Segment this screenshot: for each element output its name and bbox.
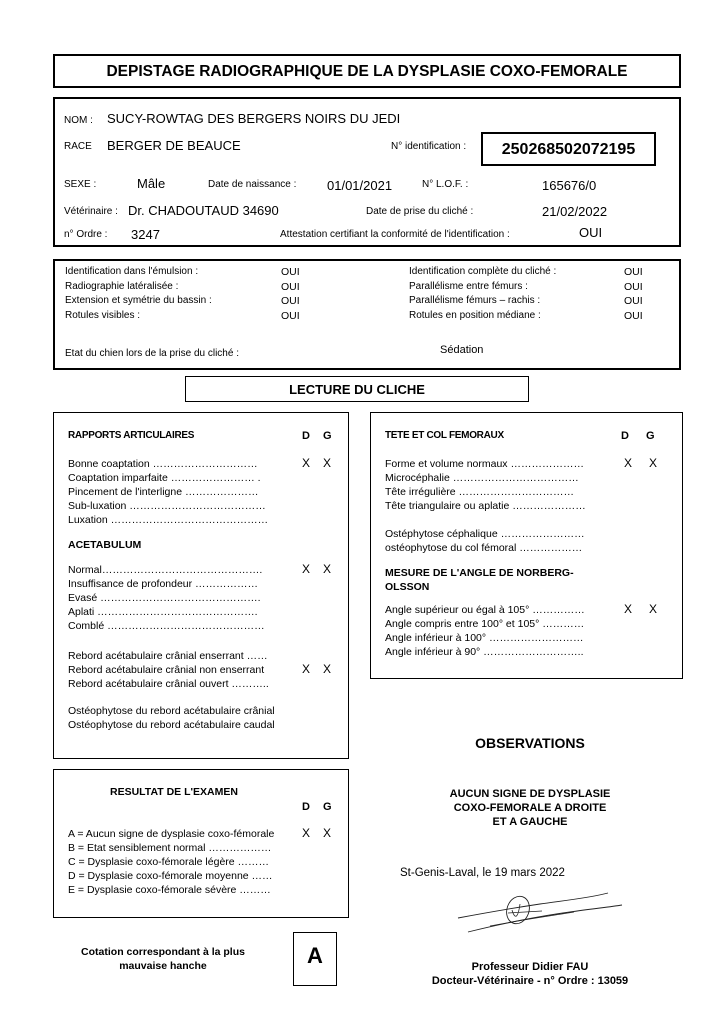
tete-col-g: G	[646, 430, 655, 442]
check-row	[409, 281, 669, 295]
item-label: Rebord acétabulaire crânial ouvert ………..	[68, 678, 269, 690]
rapports-acetabulum-box	[53, 412, 349, 759]
check-label: Parallélisme fémurs – rachis :	[409, 295, 541, 306]
item-label: ostéophytose du col fémoral ………………	[385, 542, 583, 554]
item-label: D = Dysplasie coxo-fémorale moyenne ……	[68, 870, 273, 882]
item-label: Pincement de l'interligne …………………	[68, 486, 259, 498]
item-label: Tête triangulaire ou aplatie …………………	[385, 500, 586, 512]
item-label: Rebord acétabulaire crânial enserrant ……	[68, 650, 268, 662]
item-label: Luxation ………………………………………	[68, 514, 269, 526]
nom-label: NOM :	[64, 115, 93, 126]
lecture-title-box	[185, 376, 529, 402]
check-label: Identification complète du cliché :	[409, 266, 557, 277]
item-label: Normal……………………………………….	[68, 564, 263, 576]
acetabulum-title: ACETABULUM	[68, 539, 142, 551]
etat-value: Sédation	[440, 344, 484, 356]
attestation-label: Attestation certifiant la conformité de l'identification :	[280, 229, 510, 240]
check-value: OUI	[281, 309, 300, 322]
item-label: A = Aucun signe de dysplasie coxo-fémorale	[68, 828, 275, 840]
check-row	[409, 295, 669, 309]
prise-label: Date de prise du cliché :	[366, 206, 474, 217]
left-hip-mark: X	[323, 562, 332, 576]
resultat-title: RESULTAT DE L'EXAMEN	[110, 786, 238, 798]
ordre-label: n° Ordre :	[64, 229, 108, 240]
etat-label: Etat du chien lors de la prise du cliché :	[65, 348, 239, 359]
check-label: Rotules en position médiane :	[409, 309, 541, 321]
place-date: St-Genis-Laval, le 19 mars 2022	[400, 867, 565, 879]
cotation-box	[293, 932, 337, 986]
right-hip-mark: X	[624, 456, 633, 470]
id-label: N° identification :	[391, 141, 467, 152]
item-label: Comblé ………………………………………	[68, 620, 265, 632]
check-value: OUI	[281, 266, 300, 278]
item-label: Angle inférieur à 90° ………………………..	[385, 646, 584, 658]
signer-name: Professeur Didier FAU	[471, 961, 589, 973]
item-label: Evasé ……………………………………….	[68, 592, 261, 604]
race-value: BERGER DE BEAUCE	[107, 138, 241, 153]
check-value: OUI	[281, 280, 300, 293]
id-box	[481, 132, 656, 166]
check-value: OUI	[281, 295, 300, 307]
left-hip-mark: X	[323, 662, 332, 676]
right-hip-mark: X	[302, 456, 311, 470]
attestation-value: OUI	[579, 225, 603, 240]
tete-norberg-box	[370, 412, 683, 679]
nom-value: SUCY-ROWTAG DES BERGERS NOIRS DU JEDI	[107, 111, 401, 126]
race-label: RACE	[64, 141, 92, 152]
check-label: Parallélisme entre fémurs :	[409, 280, 528, 292]
check-row	[409, 310, 669, 324]
check-label: Identification dans l'émulsion :	[65, 266, 199, 277]
right-hip-mark: X	[624, 602, 633, 616]
lof-label: N° L.O.F. :	[422, 179, 469, 190]
lof-value: 165676/0	[542, 178, 597, 193]
left-hip-mark: X	[323, 826, 332, 840]
prise-value: 21/02/2022	[542, 204, 608, 219]
item-label: Coaptation imparfaite …………………… .	[68, 472, 261, 484]
check-label: Radiographie latéralisée :	[65, 280, 179, 292]
item-label: Ostéophytose du rebord acétabulaire crânial	[68, 705, 275, 717]
left-hip-mark: X	[649, 456, 658, 470]
sexe-label: SEXE :	[64, 179, 97, 190]
id-value: 250268502072195	[501, 141, 636, 158]
item-label: Angle supérieur ou égal à 105° ……………	[385, 604, 585, 616]
rapports-col-g: G	[323, 430, 332, 442]
item-label: Angle inférieur à 100° ………………………	[385, 632, 584, 644]
signer-title: Docteur-Vétérinaire - n° Ordre : 13059	[431, 975, 629, 987]
right-hip-mark: X	[302, 662, 311, 676]
cotation-label-line2: mauvaise hanche	[119, 960, 207, 972]
signature	[450, 890, 630, 935]
cotation-value: A	[307, 943, 323, 968]
lecture-title: LECTURE DU CLICHE	[289, 382, 425, 397]
resultat-col-d: D	[302, 801, 310, 813]
check-label: Extension et symétrie du bassin :	[65, 295, 212, 306]
check-row	[409, 266, 669, 280]
tete-col-d: D	[621, 430, 629, 442]
tete-title: TETE ET COL FEMORAUX	[385, 430, 504, 441]
item-label: Forme et volume normaux …………………	[385, 458, 584, 470]
naissance-value: 01/01/2021	[327, 178, 393, 193]
item-label: Tête irrégulière ……………………………	[385, 486, 575, 498]
observations-title: OBSERVATIONS	[475, 735, 585, 751]
left-hip-mark: X	[323, 456, 332, 470]
item-label: Angle compris entre 100° et 105° …………	[385, 618, 585, 630]
resultat-box	[53, 769, 349, 918]
item-label: E = Dysplasie coxo-fémorale sévère ………	[68, 884, 271, 896]
check-row	[65, 266, 325, 280]
item-label: Ostéphytose céphalique ……………………	[385, 528, 585, 540]
check-value: OUI	[624, 295, 643, 307]
item-label: Ostéophytose du rebord acétabulaire caudal	[68, 719, 275, 731]
check-value: OUI	[624, 309, 643, 322]
item-label: C = Dysplasie coxo-fémorale légère ………	[68, 856, 270, 868]
check-row	[65, 281, 325, 295]
item-label: Microcéphalie ………………………………	[385, 472, 579, 484]
check-row	[65, 310, 325, 324]
cotation-label-line1: Cotation correspondant à la plus	[81, 946, 245, 958]
veterinaire-label: Vétérinaire :	[64, 206, 118, 217]
item-label: Sub-luxation …………………………………	[68, 500, 266, 512]
norberg-title-line1: MESURE DE L'ANGLE DE NORBERG-	[385, 567, 574, 579]
title-box	[53, 54, 681, 88]
right-hip-mark: X	[302, 562, 311, 576]
observation-line: AUCUN SIGNE DE DYSPLASIE	[449, 788, 611, 800]
resultat-col-g: G	[323, 801, 332, 813]
item-label: Insuffisance de profondeur ………………	[68, 578, 259, 590]
item-label: Rebord acétabulaire crânial non enserrant	[68, 664, 265, 676]
item-label: Bonne coaptation …………………………	[68, 458, 258, 470]
ordre-value: 3247	[131, 227, 160, 242]
rapports-col-d: D	[302, 430, 310, 442]
naissance-label: Date de naissance :	[208, 179, 297, 190]
item-label: Aplati ……………………………………….	[68, 606, 258, 618]
identity-box	[53, 97, 681, 247]
check-label: Rotules visibles :	[65, 309, 141, 321]
veterinaire-value: Dr. CHADOUTAUD 34690	[128, 203, 279, 218]
right-hip-mark: X	[302, 826, 311, 840]
norberg-title-line2: OLSSON	[385, 581, 430, 593]
check-value: OUI	[624, 280, 643, 293]
observation-line: ET A GAUCHE	[492, 816, 568, 828]
check-value: OUI	[624, 266, 643, 278]
document-title: DEPISTAGE RADIOGRAPHIQUE DE LA DYSPLASIE COXO-FEMORALE	[106, 63, 628, 80]
check-row	[65, 295, 325, 309]
item-label: B = Etat sensiblement normal ………………	[68, 842, 272, 854]
sexe-value: Mâle	[137, 176, 166, 191]
rapports-title: RAPPORTS ARTICULAIRES	[68, 430, 195, 441]
checks-box	[53, 259, 681, 370]
observation-line: COXO-FEMORALE A DROITE	[453, 802, 607, 814]
left-hip-mark: X	[649, 602, 658, 616]
